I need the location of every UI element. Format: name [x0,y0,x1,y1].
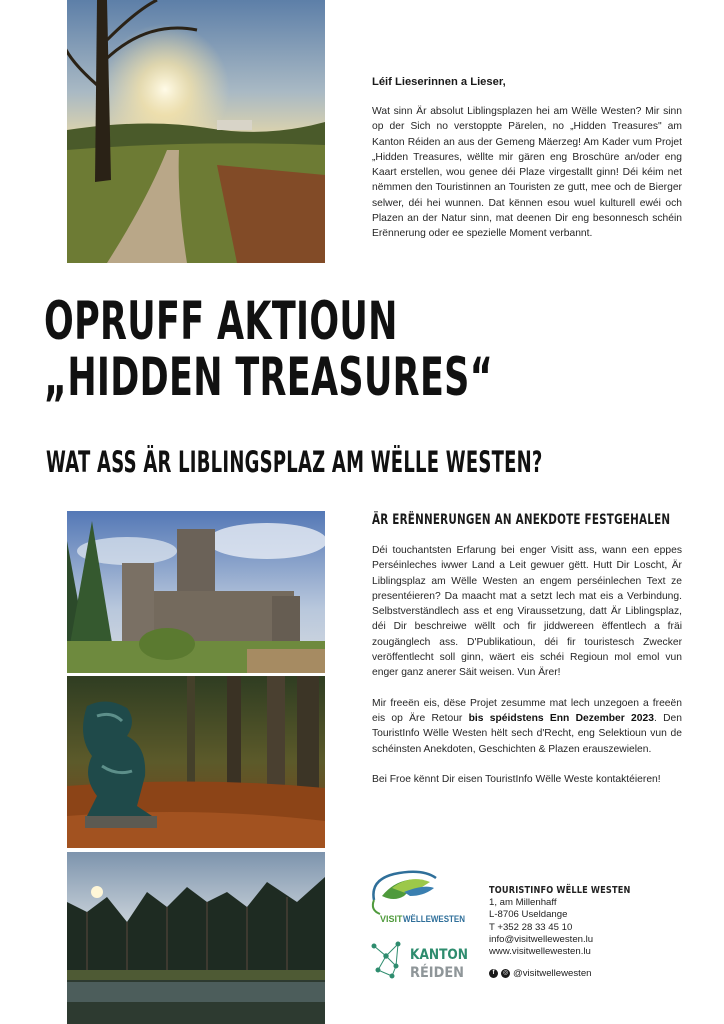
contact-phone: T +352 28 33 45 10 [489,921,573,933]
contact-street: 1, am Millenhaff [489,897,557,909]
intro-paragraph: Wat sinn Är absolut Liblingsplazen hei am Wëlle Westen? Mir sinn op der Sich no verstoppte Pärelen, no „Hidden Treasures" am Kanton Réiden an aus der Gemeng Mäerzeg! Am Kader vum Projet „Hidden Treasures, wëllte mir gären eng Broschüre an/oder eng Kaart erstellen, wou genee déi Plaze virgestallt ginn! Déi kéim net nëmmen den Touristinnen an Touristen ze gutt, mee och de Bierger selwer, déi hei wunnen. Dat kënnen esou wuel kulturell ewéi och Plazen an der Natur sinn, mat deenen Dir eng besonnesch schéin Erënnerung oder ee spezielle Moment verbannt. [372,106,682,240]
contact-city: L-8706 Useldange [489,909,568,921]
headline [44,291,494,408]
instagram-icon[interactable]: ◎ [502,970,509,976]
logo-visit-text: VISIT [380,914,403,924]
contact-org: TOURISTINFO WËLLE WESTEN [489,885,631,896]
paragraph-2-end: . Den TouristInfo Wëlle Westen hëlt sech d'Recht, eng Selektioun vun de schéinsten Anekdoten, Geschichten & Plazen erauszewielen. [372,712,682,755]
contact-email[interactable]: info@visitwellewesten.lu [489,933,594,945]
facebook-icon[interactable]: f [489,969,498,978]
paragraph-3: Bei Froe kënnt Dir eisen TouristInfo Wëlle Weste kontaktéieren! [372,773,661,785]
section-heading: ÄR ERËNNERUNGEN AN ANEKDOTE FESTGEHALEN [372,512,671,528]
paragraph-2 [372,696,682,757]
headline-line-1: OPRUFF AKTIOUN [44,291,398,352]
body-text [372,543,682,802]
visitwellewesten-logo [364,866,472,928]
photo-country-road [67,0,325,263]
headline-line-2: „HIDDEN TREASURES“ [44,347,494,408]
deadline-text: bis spéidstens Enn Dezember 2023 [468,712,654,724]
greeting: Léif Lieserinnen a Lieser, [372,76,506,88]
photo-castle-ruin [67,511,325,673]
kanton-text: KANTON [410,947,468,963]
photo-bronze-sculpture [67,676,325,848]
photo-forest-lake [67,852,325,1024]
contact-block [489,885,689,958]
social-handle-text[interactable]: @visitwellewesten [513,968,592,979]
kanton-reiden-logo [368,938,472,984]
subheadline: WAT ASS ÄR LIBLINGSPLAZ AM WËLLE WESTEN? [46,445,543,479]
logo-wellewesten-text: WËLLEWESTEN [403,914,465,924]
reiden-text: RÉIDEN [410,965,469,981]
social-handle [489,968,592,979]
paragraph-2-start: Mir freeën eis, dëse Projet zesumme mat lech unzegoen a freeën eis op Äre Retour [372,697,682,724]
contact-website[interactable]: www.visitwellewesten.lu [489,946,591,958]
paragraph-1: Déi touchantsten Erfarung bei enger Visitt ass, wann een eppes Perséinleches iwwer Land a Leit gewuer gëtt. Hutt Dir Loscht, Är Liblingsplaz am Wëlle Westen an engem perséinlechen Text ze presentéieren? Da maacht mat a setzt lech mat eis a Verbindung. Selbstverständlech ass et eng Viraussetzung, datt Är Liblingsplaz, déi Dir beschreiwe wëllt och fir jiddwereen ëffentlech a fräi zougänglech ass. D'Publikatioun, déi fir touristesch Zwecker veröffentlecht soll ginn, wäert eis schéi Regioun mol emol vun enger ganz anerer Säit weisen. Vun Ärer! [372,545,682,679]
